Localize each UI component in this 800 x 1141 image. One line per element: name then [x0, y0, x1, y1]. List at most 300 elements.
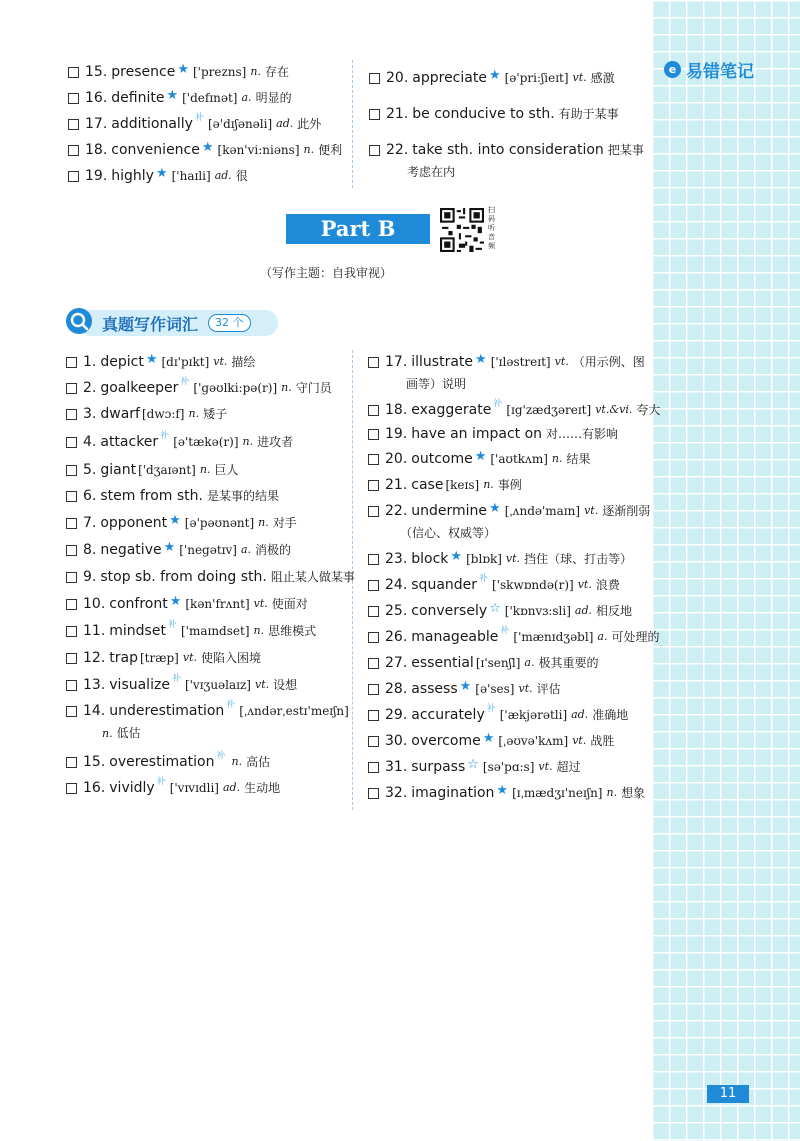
item-word: opponent — [100, 515, 168, 531]
vocab-item — [66, 352, 255, 372]
item-word: dwarf — [100, 406, 140, 422]
item-phonetic: [ə'tækə(r)] — [173, 435, 239, 449]
item-word: overcome — [411, 733, 481, 749]
checkbox[interactable] — [66, 783, 77, 794]
item-word: stop sb. from doing sth. — [100, 569, 267, 585]
vocab-item — [68, 114, 321, 134]
item-number: 31. — [385, 759, 408, 775]
checkbox[interactable] — [66, 757, 77, 768]
checkbox[interactable] — [368, 606, 379, 617]
star-icon: ★ — [475, 352, 487, 367]
star-icon: ★ — [482, 731, 495, 746]
item-phonetic: [ə'pəʊnənt] — [184, 516, 255, 530]
item-phonetic: ['gəʊlki:pə(r)] — [193, 381, 278, 395]
item-phonetic: ['vɪʒuəlaɪz] — [184, 678, 251, 692]
item-phonetic: ['vɪvɪdli] — [169, 781, 219, 795]
item-pos: n. — [258, 516, 269, 529]
item-pos: ad. — [276, 117, 294, 130]
checkbox[interactable] — [368, 684, 379, 695]
checkbox[interactable] — [66, 599, 77, 610]
checkbox[interactable] — [68, 67, 79, 78]
item-number: 21. — [386, 106, 409, 122]
item-word: trap — [109, 650, 138, 666]
star-icon: ★ — [489, 501, 501, 516]
checkbox[interactable] — [368, 736, 379, 747]
checkbox[interactable] — [66, 437, 77, 448]
star-icon: ★ — [201, 140, 214, 155]
item-word: depict — [100, 354, 144, 370]
item-phonetic: [ɪ'senʃl] — [475, 656, 521, 670]
item-definition: （用示例、图 — [572, 355, 645, 369]
vocab-item — [368, 549, 632, 569]
vocab-item — [66, 540, 291, 560]
checkbox[interactable] — [66, 357, 77, 368]
item-word: squander — [411, 577, 478, 593]
item-phonetic: ['negətɪv] — [179, 543, 237, 557]
item-pos: n. — [606, 786, 618, 799]
item-definition: 结果 — [566, 452, 591, 466]
section-title: 真题写作词汇 — [102, 315, 199, 334]
checkbox[interactable] — [68, 145, 79, 156]
checkbox[interactable] — [66, 680, 77, 691]
item-definition: 巨人 — [214, 463, 239, 477]
item-phonetic: ['haɪli] — [171, 169, 211, 183]
item-phonetic: ['skwɒndə(r)] — [492, 578, 574, 592]
vocab-item — [368, 575, 620, 595]
item-word: underestimation — [109, 703, 225, 719]
item-definition: 此外 — [297, 117, 322, 131]
item-definition: 存在 — [264, 65, 289, 79]
item-phonetic: [ə'pri:ʃieɪt] — [504, 71, 569, 85]
vocab-item — [66, 513, 297, 533]
item-phonetic: [kən'frʌnt] — [185, 597, 250, 611]
item-pos: a. — [240, 543, 252, 556]
vocab-item — [66, 432, 293, 452]
item-definition: 逐渐削弱 — [602, 504, 651, 518]
checkbox[interactable] — [368, 480, 379, 491]
checkbox[interactable] — [66, 383, 77, 394]
vocab-item — [368, 400, 660, 420]
item-number: 29. — [385, 707, 408, 723]
item-word: goalkeeper — [100, 380, 179, 396]
checkbox[interactable] — [368, 357, 379, 368]
checkbox[interactable] — [68, 171, 79, 182]
item-number: 1. — [83, 354, 97, 370]
item-number: 11. — [83, 623, 106, 639]
item-pos: ad. — [214, 169, 232, 182]
vocab-item — [368, 679, 561, 699]
item-definition: 准确地 — [592, 708, 629, 722]
item-definition-continued: 画等）说明 — [406, 377, 467, 391]
item-definition: 矮子 — [203, 407, 228, 421]
vocab-item — [369, 104, 619, 124]
item-number: 16. — [85, 90, 108, 106]
item-word: outcome — [411, 451, 473, 467]
item-phonetic: [træp] — [139, 651, 179, 665]
item-pos: ad. — [574, 604, 593, 617]
item-definition: 对……有影响 — [546, 427, 619, 441]
item-number: 7. — [83, 515, 97, 531]
checkbox[interactable] — [368, 405, 379, 416]
checkbox[interactable] — [368, 454, 379, 465]
item-pos: a. — [241, 91, 252, 104]
vocab-item — [368, 424, 618, 444]
item-definition: 低估 — [116, 726, 141, 740]
item-number: 12. — [83, 650, 106, 666]
item-pos: vt. — [572, 71, 587, 84]
page-number: 11 — [707, 1085, 749, 1103]
vocab-item — [68, 88, 292, 108]
item-word: appreciate — [412, 70, 487, 86]
vocab-item — [66, 378, 332, 398]
checkbox[interactable] — [66, 572, 77, 583]
checkbox[interactable] — [368, 762, 379, 773]
item-pos: vt. — [255, 678, 270, 691]
hollow-star-icon: ☆ — [467, 757, 479, 772]
vocab-item — [66, 460, 238, 480]
item-number: 21. — [385, 477, 408, 493]
item-number: 25. — [385, 603, 408, 619]
star-icon: ★ — [488, 68, 501, 83]
star-icon: ★ — [450, 549, 463, 564]
item-word: case — [411, 477, 444, 493]
item-definition: 便利 — [318, 143, 343, 157]
item-definition: 生动地 — [244, 781, 281, 795]
item-number: 3. — [83, 406, 97, 422]
part-title: Part B — [286, 214, 430, 244]
item-word: conversely — [411, 603, 488, 619]
item-word: highly — [111, 168, 154, 184]
item-number: 16. — [83, 780, 106, 796]
supplement-icon: 补 — [180, 377, 190, 387]
checkbox[interactable] — [368, 710, 379, 721]
checkbox[interactable] — [368, 580, 379, 591]
item-definition: 有助于某事 — [558, 107, 619, 121]
supplement-icon: 补 — [167, 620, 177, 630]
vocab-item — [66, 486, 279, 506]
item-pos: ad. — [571, 708, 589, 721]
item-pos: n. — [199, 463, 211, 476]
supplement-icon: 补 — [171, 674, 181, 684]
item-definition: 战胜 — [590, 734, 615, 748]
vocab-item — [66, 648, 261, 668]
item-number: 32. — [385, 785, 408, 801]
item-word: take sth. into consideration — [412, 142, 604, 158]
item-definition-continued: （信心、权威等） — [400, 526, 497, 540]
item-definition: 想象 — [621, 786, 646, 800]
item-phonetic: [ˌəʊvə'kʌm] — [498, 734, 569, 748]
item-pos: n. — [242, 435, 254, 448]
item-word: overestimation — [109, 754, 215, 770]
magnifier-icon — [64, 306, 96, 338]
item-pos: vt.&vi. — [595, 403, 633, 416]
item-number: 23. — [385, 551, 408, 567]
item-phonetic: ['ɪləstreɪt] — [490, 355, 551, 369]
item-definition-continued: 考虑在内 — [407, 165, 456, 179]
item-pos: n. — [250, 65, 261, 78]
item-phonetic: ['defɪnət] — [182, 91, 238, 105]
item-phonetic: ['maɪndset] — [180, 624, 250, 638]
item-pos: n. — [231, 755, 243, 768]
vocab-item — [368, 601, 632, 621]
item-pos: vt. — [182, 651, 198, 664]
section-count-badge: 32 个 — [208, 314, 251, 332]
item-definition: 事例 — [497, 478, 522, 492]
item-word: assess — [411, 681, 458, 697]
item-number: 8. — [83, 542, 97, 558]
supplement-icon: 补 — [500, 626, 510, 636]
item-phonetic: [sə'pɑ:s] — [482, 760, 535, 774]
vocab-item — [368, 627, 659, 647]
vocab-item — [66, 621, 316, 641]
vocab-item — [368, 757, 581, 777]
column-divider — [352, 60, 353, 188]
item-number: 17. — [385, 354, 408, 370]
item-word: stem from sth. — [100, 488, 203, 504]
brand-header — [664, 56, 754, 82]
item-definition: 高估 — [246, 755, 271, 769]
checkbox[interactable] — [66, 518, 77, 529]
vocab-item — [368, 783, 645, 803]
item-number: 18. — [385, 402, 408, 418]
item-pos: n. — [551, 452, 563, 465]
item-word: exaggerate — [411, 402, 492, 418]
item-number: 10. — [83, 596, 106, 612]
item-word: surpass — [411, 759, 466, 775]
item-word: giant — [100, 462, 137, 478]
item-phonetic: [kən'vi:niəns] — [217, 143, 300, 157]
checkbox[interactable] — [369, 109, 380, 120]
supplement-icon: 补 — [216, 751, 226, 761]
checkbox[interactable] — [68, 93, 79, 104]
item-number: 6. — [83, 488, 97, 504]
item-definition: 是某事的结果 — [206, 489, 279, 503]
vocab-item — [368, 653, 598, 673]
vocab-item — [68, 62, 289, 82]
item-word: block — [411, 551, 449, 567]
supplement-icon: 补 — [194, 113, 204, 123]
item-definition: 消极的 — [255, 543, 292, 557]
checkbox[interactable] — [66, 545, 77, 556]
item-pos: vt. — [538, 760, 553, 773]
supplement-icon: 补 — [160, 431, 170, 441]
brand-title: 易错笔记 — [686, 61, 754, 82]
item-definition: 挡住（球、打击等） — [524, 552, 633, 566]
brand-logo-icon: e — [664, 61, 681, 78]
item-pos: vt. — [253, 597, 268, 610]
item-word: be conducive to sth. — [412, 106, 555, 122]
item-phonetic: [ɪg'zædʒəreɪt] — [506, 403, 592, 417]
item-definition: 思维模式 — [268, 624, 317, 638]
checkbox[interactable] — [368, 554, 379, 565]
item-definition: 夸大 — [636, 403, 661, 417]
item-definition: 设想 — [273, 678, 298, 692]
item-phonetic: [blɒk] — [466, 552, 502, 566]
item-word: confront — [109, 596, 168, 612]
item-word: definite — [111, 90, 165, 106]
star-icon: ★ — [496, 783, 509, 798]
checkbox[interactable] — [66, 653, 77, 664]
qr-code-icon[interactable] — [440, 208, 484, 252]
item-definition: 守门员 — [295, 381, 332, 395]
item-definition: 把某事 — [607, 143, 644, 157]
checkbox[interactable] — [369, 145, 380, 156]
item-phonetic: [dɪ'pɪkt] — [161, 355, 210, 369]
item-number: 13. — [83, 677, 106, 693]
vocab-item — [66, 567, 355, 587]
qr-caption: 扫码听音频 — [488, 206, 495, 250]
checkbox[interactable] — [68, 119, 79, 130]
item-word: convenience — [111, 142, 200, 158]
item-word: manageable — [411, 629, 499, 645]
checkbox[interactable] — [368, 658, 379, 669]
item-word: negative — [100, 542, 162, 558]
supplement-icon: 补 — [156, 777, 166, 787]
item-phonetic: [dwɔ:f] — [141, 407, 185, 421]
vocab-item — [66, 404, 227, 424]
item-definition: 明显的 — [255, 91, 292, 105]
vocab-item — [368, 731, 614, 751]
item-phonetic: ['dʒaɪənt] — [138, 463, 196, 477]
star-icon: ★ — [474, 449, 487, 464]
checkbox[interactable] — [66, 626, 77, 637]
vocab-item — [369, 68, 615, 88]
item-word: undermine — [411, 503, 488, 519]
supplement-icon: 补 — [226, 700, 236, 710]
item-word: visualize — [109, 677, 170, 693]
item-word: vividly — [109, 780, 155, 796]
item-definition: 浪费 — [595, 578, 620, 592]
item-definition: 使面对 — [271, 597, 308, 611]
item-definition: 阻止某人做某事 — [270, 570, 355, 584]
vocab-item — [369, 140, 644, 160]
item-phonetic: [ə'ses] — [475, 682, 515, 696]
vocab-item — [368, 501, 650, 521]
checkbox[interactable] — [369, 73, 380, 84]
item-pos: n. — [483, 478, 494, 491]
vocab-item — [68, 166, 248, 186]
vocab-item — [368, 352, 645, 372]
item-pos: vt. — [584, 504, 599, 517]
vocab-item — [368, 475, 522, 495]
checkbox[interactable] — [368, 506, 379, 517]
item-number: 22. — [386, 142, 409, 158]
item-number: 24. — [385, 577, 408, 593]
item-phonetic: ['kɒnvɜ:sli] — [504, 604, 571, 618]
checkbox[interactable] — [66, 491, 77, 502]
item-number: 9. — [83, 569, 97, 585]
checkbox[interactable] — [66, 706, 77, 717]
item-number: 28. — [385, 681, 408, 697]
star-icon: ★ — [459, 679, 472, 694]
item-word: mindset — [109, 623, 166, 639]
item-definition: 感激 — [590, 71, 615, 85]
item-pos: n. — [188, 407, 200, 420]
item-pos: vt. — [554, 355, 569, 368]
item-definition: 进攻者 — [257, 435, 294, 449]
item-definition: 对手 — [272, 516, 297, 530]
vocab-item — [66, 752, 270, 772]
item-pos: n. — [253, 624, 265, 637]
vocab-item — [68, 140, 342, 160]
checkbox[interactable] — [66, 409, 77, 420]
checkbox[interactable] — [368, 788, 379, 799]
item-definition: 很 — [235, 169, 248, 183]
item-pos: vt. — [213, 355, 228, 368]
star-icon: ★ — [169, 594, 182, 609]
checkbox[interactable] — [66, 465, 77, 476]
item-number: 4. — [83, 434, 97, 450]
item-number: 20. — [386, 70, 409, 86]
star-icon: ★ — [166, 88, 179, 103]
supplement-icon: 补 — [493, 399, 503, 409]
item-number: 15. — [83, 754, 106, 770]
item-definition: 超过 — [556, 760, 581, 774]
item-number: 27. — [385, 655, 408, 671]
item-phonetic: [ɪˌmædʒɪ'neɪʃn] — [512, 786, 603, 800]
item-word: imagination — [411, 785, 495, 801]
supplement-icon: 补 — [486, 704, 496, 714]
item-pos: vt. — [518, 682, 533, 695]
item-pos: ad. — [222, 781, 241, 794]
item-definition: 描绘 — [231, 355, 256, 369]
item-word: attacker — [100, 434, 159, 450]
item-number: 14. — [83, 703, 106, 719]
item-pos: n. — [102, 727, 113, 740]
item-phonetic: [keɪs] — [445, 478, 480, 492]
item-definition: 使陷入困境 — [201, 651, 262, 665]
vocab-item — [66, 778, 280, 798]
item-definition-continued — [102, 723, 141, 744]
vocab-item — [368, 705, 628, 725]
item-word: have an impact on — [411, 426, 543, 442]
item-pos: a. — [524, 656, 535, 669]
item-word: accurately — [411, 707, 485, 723]
item-number: 30. — [385, 733, 408, 749]
item-definition: 极其重要的 — [538, 656, 599, 670]
vocab-item — [66, 675, 297, 695]
item-pos: vt. — [577, 578, 592, 591]
item-number: 17. — [85, 116, 108, 132]
item-phonetic: [ˌʌndərˌestɪ'meɪʃn] — [239, 704, 349, 718]
item-definition: 可处理的 — [611, 630, 660, 644]
checkbox[interactable] — [368, 632, 379, 643]
item-pos: n. — [303, 143, 315, 156]
item-word: presence — [111, 64, 176, 80]
star-icon: ★ — [177, 62, 189, 77]
item-pos: vt. — [572, 734, 587, 747]
item-phonetic: ['mænɪdʒəbl] — [513, 630, 594, 644]
star-icon: ★ — [145, 352, 158, 367]
item-number: 22. — [385, 503, 408, 519]
star-icon: ★ — [163, 540, 176, 555]
item-phonetic: [ə'dɪʃənəli] — [207, 117, 273, 131]
vocab-item — [66, 594, 308, 614]
star-icon: ★ — [155, 166, 168, 181]
item-word: additionally — [111, 116, 193, 132]
star-icon: ★ — [169, 513, 181, 528]
item-phonetic: [ˌʌndə'maɪn] — [504, 504, 581, 518]
item-number: 19. — [385, 426, 408, 442]
item-number: 19. — [85, 168, 108, 184]
checkbox[interactable] — [368, 429, 379, 440]
item-number: 20. — [385, 451, 408, 467]
item-pos: a. — [597, 630, 608, 643]
item-definition: 评估 — [536, 682, 561, 696]
item-phonetic: ['ækjərətli] — [499, 708, 568, 722]
item-word: illustrate — [411, 354, 474, 370]
item-number: 18. — [85, 142, 108, 158]
